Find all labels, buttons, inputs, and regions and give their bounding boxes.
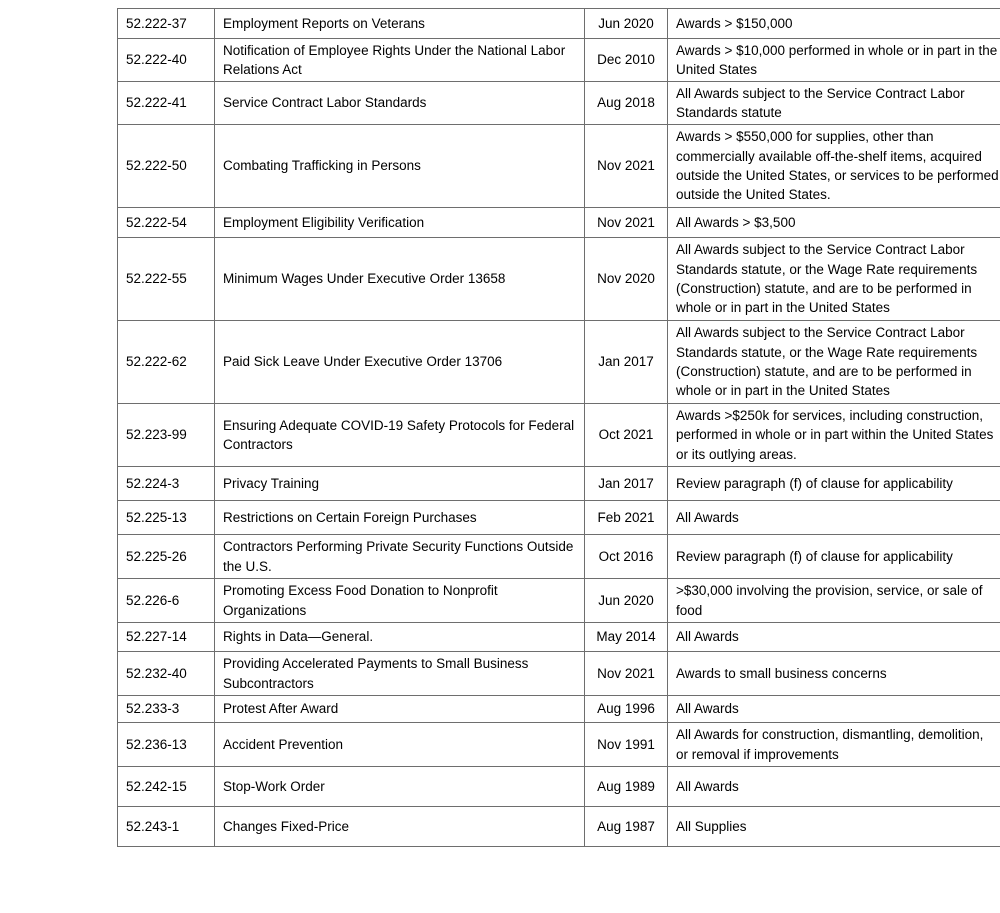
- clause-number: 52.224-3: [118, 467, 215, 501]
- clause-date: Nov 1991: [585, 723, 668, 767]
- clause-date: Jan 2017: [585, 321, 668, 404]
- clause-date: Dec 2010: [585, 39, 668, 82]
- table-row: [118, 321, 1000, 404]
- clause-applicability: Review paragraph (f) of clause for applicability: [668, 467, 1000, 501]
- clause-date: May 2014: [585, 623, 668, 652]
- clause-applicability: Awards > $150,000: [668, 9, 1000, 39]
- clause-title: Contractors Performing Private Security Functions Outside the U.S.: [215, 535, 585, 579]
- clause-title: Changes Fixed-Price: [215, 807, 585, 847]
- clause-title: Service Contract Labor Standards: [215, 82, 585, 125]
- clause-applicability: All Awards subject to the Service Contract Labor Standards statute, or the Wage Rate requirements (Construction) statute, and are to be performed in whole or in part in the United States: [668, 321, 1000, 404]
- clause-date: Aug 1989: [585, 767, 668, 807]
- clause-applicability: All Awards subject to the Service Contract Labor Standards statute, or the Wage Rate requirements (Construction) statute, and are to be performed in whole or in part in the United States: [668, 238, 1000, 321]
- clause-date: Nov 2021: [585, 652, 668, 696]
- clause-applicability: Awards > $550,000 for supplies, other than commercially available off-the-shelf items, acquired outside the United States, or services to be performed outside the United States.: [668, 125, 1000, 208]
- clause-title: Providing Accelerated Payments to Small Business Subcontractors: [215, 652, 585, 696]
- clause-applicability: All Awards > $3,500: [668, 208, 1000, 238]
- clause-number: 52.222-41: [118, 82, 215, 125]
- clause-applicability: Awards to small business concerns: [668, 652, 1000, 696]
- clause-title: Protest After Award: [215, 696, 585, 723]
- clause-number: 52.243-1: [118, 807, 215, 847]
- clause-applicability: All Awards for construction, dismantling, demolition, or removal if improvements: [668, 723, 1000, 767]
- table-row: [118, 579, 1000, 623]
- clause-applicability: All Awards: [668, 767, 1000, 807]
- clause-number: 52.233-3: [118, 696, 215, 723]
- table-row: [118, 9, 1000, 39]
- clause-number: 52.225-26: [118, 535, 215, 579]
- clause-title: Restrictions on Certain Foreign Purchases: [215, 501, 585, 535]
- clause-number: 52.226-6: [118, 579, 215, 623]
- table-row: [118, 723, 1000, 767]
- table-row: [118, 767, 1000, 807]
- clause-number: 52.232-40: [118, 652, 215, 696]
- clause-title: Accident Prevention: [215, 723, 585, 767]
- table-row: [118, 501, 1000, 535]
- clause-number: 52.236-13: [118, 723, 215, 767]
- clause-date: Jun 2020: [585, 9, 668, 39]
- clause-date: Jun 2020: [585, 579, 668, 623]
- clause-applicability: All Awards subject to the Service Contract Labor Standards statute: [668, 82, 1000, 125]
- table-row: [118, 208, 1000, 238]
- clause-title: Employment Eligibility Verification: [215, 208, 585, 238]
- clause-applicability: >$30,000 involving the provision, service, or sale of food: [668, 579, 1000, 623]
- table-row: [118, 535, 1000, 579]
- clause-date: Aug 1987: [585, 807, 668, 847]
- clause-date: Nov 2021: [585, 125, 668, 208]
- clause-number: 52.227-14: [118, 623, 215, 652]
- clause-number: 52.242-15: [118, 767, 215, 807]
- clause-title: Privacy Training: [215, 467, 585, 501]
- clause-number: 52.222-62: [118, 321, 215, 404]
- clause-date: Aug 2018: [585, 82, 668, 125]
- clause-applicability: Review paragraph (f) of clause for applicability: [668, 535, 1000, 579]
- clause-applicability: All Awards: [668, 696, 1000, 723]
- table-row: [118, 404, 1000, 467]
- table-row: [118, 696, 1000, 723]
- clause-date: Nov 2021: [585, 208, 668, 238]
- clause-number: 52.223-99: [118, 404, 215, 467]
- clause-date: Feb 2021: [585, 501, 668, 535]
- clause-applicability: All Supplies: [668, 807, 1000, 847]
- table-row: [118, 807, 1000, 847]
- table-row: [118, 623, 1000, 652]
- clause-number: 52.222-37: [118, 9, 215, 39]
- table-row: [118, 39, 1000, 82]
- clause-title: Ensuring Adequate COVID-19 Safety Protocols for Federal Contractors: [215, 404, 585, 467]
- clause-title: Combating Trafficking in Persons: [215, 125, 585, 208]
- far-clauses-table: [117, 8, 1000, 847]
- table-row: [118, 238, 1000, 321]
- clause-date: Oct 2016: [585, 535, 668, 579]
- table-row: [118, 652, 1000, 696]
- clause-applicability: Awards >$250k for services, including construction, performed in whole or in part within the United States or its outlying areas.: [668, 404, 1000, 467]
- clause-number: 52.222-55: [118, 238, 215, 321]
- clause-title: Employment Reports on Veterans: [215, 9, 585, 39]
- clause-applicability: All Awards: [668, 501, 1000, 535]
- clause-title: Notification of Employee Rights Under the National Labor Relations Act: [215, 39, 585, 82]
- clause-number: 52.222-50: [118, 125, 215, 208]
- clause-number: 52.222-54: [118, 208, 215, 238]
- clause-title: Promoting Excess Food Donation to Nonprofit Organizations: [215, 579, 585, 623]
- clause-date: Nov 2020: [585, 238, 668, 321]
- clause-title: Stop-Work Order: [215, 767, 585, 807]
- clause-title: Minimum Wages Under Executive Order 13658: [215, 238, 585, 321]
- clause-date: Aug 1996: [585, 696, 668, 723]
- clause-title: Paid Sick Leave Under Executive Order 13706: [215, 321, 585, 404]
- clause-number: 52.225-13: [118, 501, 215, 535]
- table-row: [118, 82, 1000, 125]
- clause-date: Oct 2021: [585, 404, 668, 467]
- table-row: [118, 467, 1000, 501]
- clause-date: Jan 2017: [585, 467, 668, 501]
- clause-applicability: Awards > $10,000 performed in whole or in part in the United States: [668, 39, 1000, 82]
- clause-number: 52.222-40: [118, 39, 215, 82]
- clause-title: Rights in Data—General.: [215, 623, 585, 652]
- table-row: [118, 125, 1000, 208]
- clause-applicability: All Awards: [668, 623, 1000, 652]
